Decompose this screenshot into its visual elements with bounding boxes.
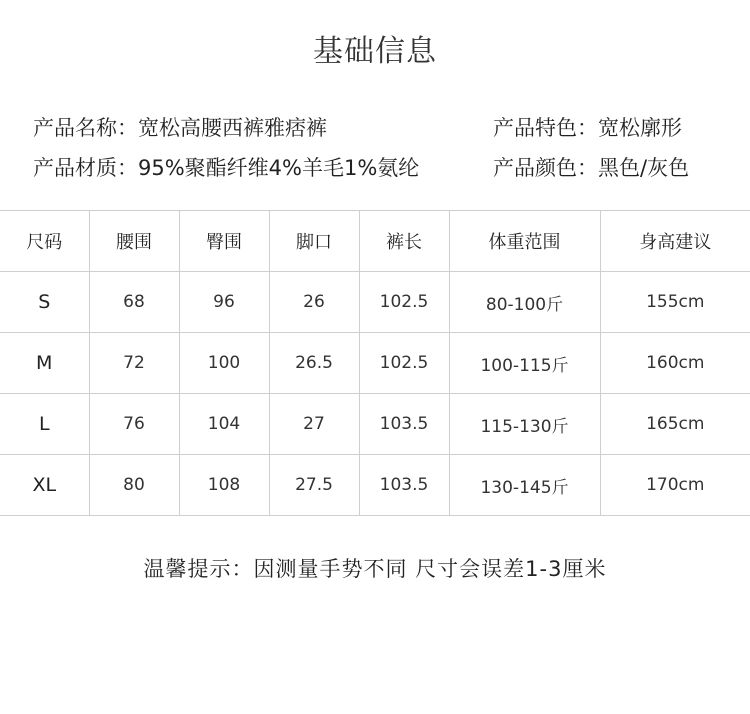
table-row (0, 333, 750, 394)
product-material (33, 152, 419, 182)
header-hip: 臀围 (179, 211, 269, 272)
product-material-label: 产品材质： (33, 156, 138, 180)
cell-waist: 72 (89, 333, 179, 394)
cell-length: 103.5 (359, 394, 449, 455)
page-title: 基础信息 (313, 34, 437, 69)
measurement-note: 温馨提示：因测量手势不同 尺寸会误差1-3厘米 (143, 557, 607, 581)
product-feature-label: 产品特色： (493, 116, 598, 140)
header-length: 裤长 (359, 211, 449, 272)
cell-height-suggestion: 170cm (600, 455, 750, 516)
product-feature-value: 宽松廓形 (598, 116, 682, 140)
cell-length: 103.5 (359, 455, 449, 516)
cell-length: 102.5 (359, 333, 449, 394)
header-size: 尺码 (0, 211, 89, 272)
table-row (0, 455, 750, 516)
cell-hip: 108 (179, 455, 269, 516)
cell-waist: 68 (89, 272, 179, 333)
header-hem: 脚口 (269, 211, 359, 272)
product-color-value: 黑色/灰色 (598, 156, 690, 180)
table-row (0, 394, 750, 455)
product-color (493, 152, 689, 182)
product-name (33, 112, 327, 142)
product-feature (493, 112, 682, 142)
cell-waist: 76 (89, 394, 179, 455)
cell-weight-range: 80-100斤 (449, 272, 600, 333)
header-weight-range: 体重范围 (449, 211, 600, 272)
cell-size: S (0, 272, 89, 333)
product-material-value: 95%聚酯纤维4%羊毛1%氨纶 (138, 156, 420, 180)
cell-hem: 27 (269, 394, 359, 455)
cell-hem: 26 (269, 272, 359, 333)
cell-hem: 26.5 (269, 333, 359, 394)
table-row (0, 272, 750, 333)
cell-hem: 27.5 (269, 455, 359, 516)
cell-size: L (0, 394, 89, 455)
product-name-label: 产品名称： (33, 116, 138, 140)
cell-weight-range: 130-145斤 (449, 455, 600, 516)
cell-hip: 96 (179, 272, 269, 333)
cell-weight-range: 115-130斤 (449, 394, 600, 455)
table-header-row (0, 211, 750, 272)
cell-height-suggestion: 160cm (600, 333, 750, 394)
header-height-suggestion: 身高建议 (600, 211, 750, 272)
product-name-value: 宽松高腰西裤雅痞裤 (138, 116, 327, 140)
cell-hip: 100 (179, 333, 269, 394)
cell-size: XL (0, 455, 89, 516)
product-color-label: 产品颜色： (493, 156, 598, 180)
cell-size: M (0, 333, 89, 394)
size-table (0, 210, 750, 516)
cell-hip: 104 (179, 394, 269, 455)
cell-height-suggestion: 155cm (600, 272, 750, 333)
cell-waist: 80 (89, 455, 179, 516)
cell-height-suggestion: 165cm (600, 394, 750, 455)
cell-length: 102.5 (359, 272, 449, 333)
cell-weight-range: 100-115斤 (449, 333, 600, 394)
header-waist: 腰围 (89, 211, 179, 272)
